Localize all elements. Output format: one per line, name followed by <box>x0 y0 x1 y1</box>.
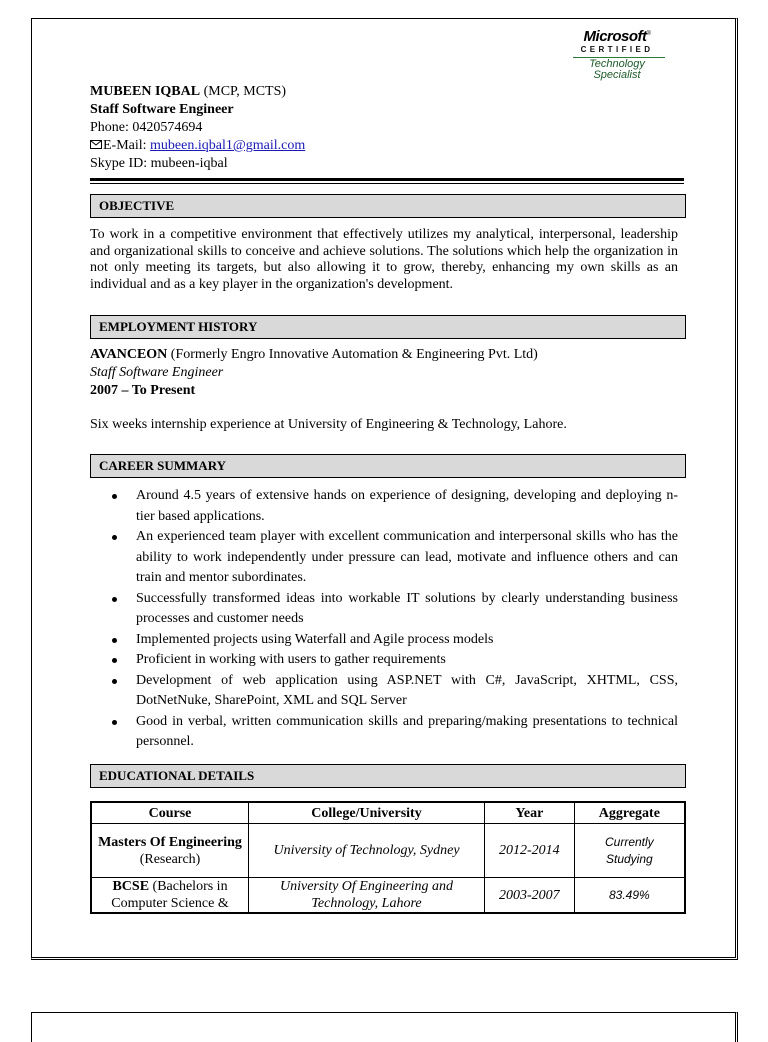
header-rule-thin <box>90 183 684 184</box>
list-item: Around 4.5 years of extensive hands on experience of designing, developing and deploying n-tier based applications. <box>106 486 678 527</box>
year-cell: 2003-2007 <box>485 878 575 914</box>
aggregate-cell: 83.49% <box>574 878 685 914</box>
col-year: Year <box>485 802 575 824</box>
candidate-name: MUBEEN IQBAL <box>90 84 201 99</box>
envelope-icon <box>90 140 102 149</box>
job-title: Staff Software Engineer <box>90 102 234 117</box>
course-cell: BCSE (Bachelors in Computer Science & <box>91 878 249 914</box>
col-aggregate: Aggregate <box>574 802 685 824</box>
logo-line2: Specialist <box>593 69 641 81</box>
table-row <box>91 878 685 914</box>
logo-line1: Technology <box>589 58 645 70</box>
college-cell: University Of Engineering and Technology, Lahore <box>249 878 485 914</box>
college-cell: University of Technology, Sydney <box>249 824 485 878</box>
objective-heading: OBJECTIVE <box>90 194 686 218</box>
objective-text: To work in a competitive environment that effectively utilizes my analytical, interpersonal, leadership and organizational skills to conceive and achieve solutions. The solutions which help the organization in not only meeting its targets, but also allowing it to grow, thereby, enhancing my own skills as an individual and as a key player in the organization's development. <box>90 227 678 293</box>
company-name: AVANCEON <box>90 347 168 362</box>
col-college: College/University <box>249 802 485 824</box>
name-line <box>90 83 305 101</box>
table-row <box>91 824 685 878</box>
year-cell: 2012-2014 <box>485 824 575 878</box>
course-cell: Masters Of Engineering (Research) <box>91 824 249 878</box>
logo-brand: Microsoft <box>583 28 647 45</box>
microsoft-certified-logo: Microsoft® CERTIFIED Technology Specialist <box>563 26 671 81</box>
email-link[interactable]: mubeen.iqbal1@gmail.com <box>150 138 306 153</box>
education-table <box>90 801 686 914</box>
employment-entry <box>90 346 538 400</box>
contact-header <box>90 83 305 173</box>
next-page-edge <box>31 1012 738 1042</box>
list-item: Good in verbal, written communication skills and preparing/making presentations to technical personnel. <box>106 712 678 753</box>
aggregate-cell: Currently Studying <box>574 824 685 878</box>
list-item: An experienced team player with excellent communication and interpersonal skills who has the ability to work independently under pressure can lead, motivate and influence others and can train and mentor subordinates. <box>106 527 678 589</box>
list-item: Successfully transformed ideas into workable IT solutions by clearly understanding business processes and customer needs <box>106 589 678 630</box>
role: Staff Software Engineer <box>90 365 224 380</box>
header-rule-thick <box>90 178 684 181</box>
skype-id: Skype ID: mubeen-iqbal <box>90 156 228 171</box>
list-item: Development of web application using ASP.NET with C#, JavaScript, XHTML, CSS, DotNetNuke, SharePoint, XML and SQL Server <box>106 671 678 712</box>
email-label: E-Mail: <box>103 138 151 153</box>
col-course: Course <box>91 802 249 824</box>
career-list <box>106 486 678 753</box>
period: 2007 – To Present <box>90 383 196 398</box>
employment-heading: EMPLOYMENT HISTORY <box>90 315 686 339</box>
company-note: (Formerly Engro Innovative Automation & Engineering Pvt. Ltd) <box>167 347 538 362</box>
internship-text: Six weeks internship experience at University of Engineering & Technology, Lahore. <box>90 417 567 432</box>
education-heading: EDUCATIONAL DETAILS <box>90 764 686 788</box>
phone: Phone: 0420574694 <box>90 120 203 135</box>
credentials: (MCP, MCTS) <box>200 84 287 99</box>
email-line <box>90 137 305 155</box>
table-header-row <box>91 802 685 824</box>
career-heading: CAREER SUMMARY <box>90 454 686 478</box>
list-item: Implemented projects using Waterfall and Agile process models <box>106 630 678 651</box>
logo-certified: CERTIFIED <box>580 45 654 54</box>
list-item: Proficient in working with users to gather requirements <box>106 650 678 671</box>
